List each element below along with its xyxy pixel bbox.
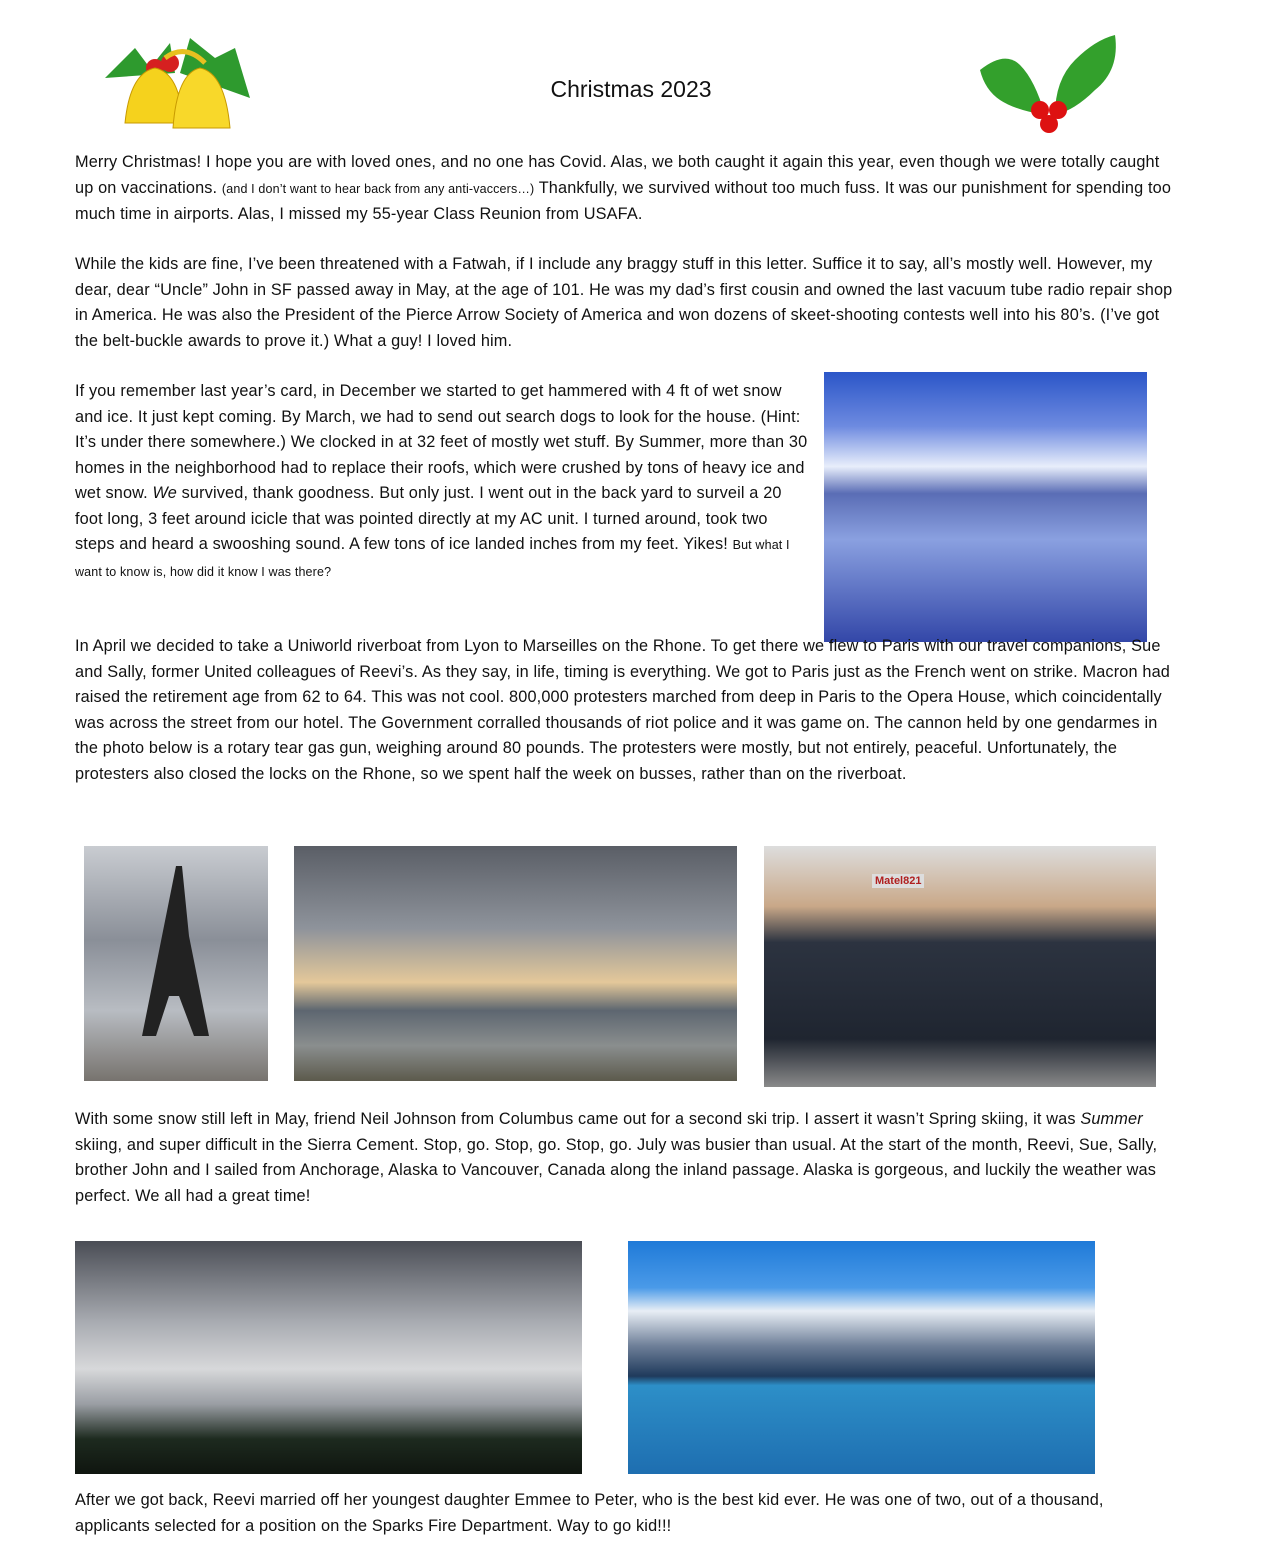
text: survived, thank goodness. But only just. I went out in the back yard to surveil a 20 foot long, 3 feet around icicle that was pointed directly at my AC unit. I turned around, took two steps and heard a swooshing sound. A few tons of ice landed inches from my feet. Yikes! [75,484,782,553]
snow-house-photo [824,372,1147,642]
text: Thankfully, we survived without too much fuss. It was our punishment for spending too much time in airports. Alas, I missed my 55-year Class Reunion from USAFA. [75,178,1172,223]
aside-text: But what I want to know is, how did it know I was there? [75,538,790,579]
aside-text: (and I don’t want to hear back from any anti-vaccers…) [221,181,535,196]
paragraph-snow [75,379,810,585]
alaska-mountain-photo [628,1241,1095,1474]
eiffel-tower-photo [84,846,268,1081]
text: If you remember last year’s card, in December we started to get hammered with 4 ft of wet snow and ice. It just kept coming. By March, we had to send out search dogs to look for the house. (Hint: It’s under there somewhere.) We clocked in at 32 feet of mostly wet stuff. By Summer, more than 30 homes in the neighborhood had to replace their roofs, which were crushed by tons of heavy ice and wet snow. [75,382,808,502]
text: With some snow still left in May, friend Neil Johnson from Columbus came out for a second ski trip. I assert it wasn’t Spring skiing, it was [75,1110,1081,1128]
page-title: Christmas 2023 [550,76,712,102]
paragraph-covid [75,150,1175,228]
paragraph-france: In April we decided to take a Uniworld riverboat from Lyon to Marseilles on the Rhone. To get there we flew to Paris with our travel companions, Sue and Sally, former United colleagues of Reevi’s. As they say, in life, timing is everything. We got to Paris just as the French went on strike. Macron had raised the retirement age from 62 to 64. This was not cool. 800,000 protesters marched from deep in Paris to the Opera House, which coincidentally was across the street from our hotel. The Government corralled thousands of riot police and it was game on. The cannon held by one gendarmes in the photo below is a rotary tear gas gun, weighing around 80 pounds. The protesters were mostly, but not entirely, peaceful. Unfortunately, the protesters also closed the locks on the Rhone, so we spent half the week on busses, rather than on the riverboat. [75,637,1170,783]
text: Summer [1080,1110,1143,1128]
text: Merry Christmas! I hope you are with loved ones, and no one has Covid. Alas, we both caught it again this year, even though we were totally caught up on vaccinations. [75,153,1160,197]
paragraph-summer [75,1107,1175,1209]
holly-icon [975,30,1125,135]
text: skiing, and super difficult in the Sierra Cement. Stop, go. Stop, go. Stop, go. July was busier than usual. At the start of the month, Reevi, Sue, Sally, brother John and I sailed from Anchorage, Alaska to Vancouver, Canada along the inland passage. Alaska is gorgeous, and luckily the weather was perfect. We all had a great time! [75,1135,1158,1205]
paragraph-wedding: After we got back, Reevi married off her youngest daughter Emmee to Peter, who is the best kid ever. He was one of two, out of a thousand, applicants selected for a position on the Sparks Fire Department. Way to go kid!!! [75,1491,1104,1535]
text: We [152,484,177,502]
paragraph-uncle-john: While the kids are fine, I’ve been threatened with a Fatwah, if I include any braggy stuff in this letter. Suffice it to say, all’s mostly well. However, my dear, dear “Uncle” John in SF passed away in May, at the age of 101. He was my dad’s first cousin and owned the last vacuum tube radio repair shop in America. He was also the President of the Pierce Arrow Society of America and won dozens of skeet-shooting contests well into his 80’s. (I’ve got the belt-buckle awards to prove it.) What a guy! I loved him. [75,255,1173,350]
rhone-river-photo [294,846,737,1081]
photo-sign-text: Matel821 [872,874,924,888]
riot-police-photo [764,846,1156,1087]
anchorage-sunrays-photo [75,1241,582,1474]
